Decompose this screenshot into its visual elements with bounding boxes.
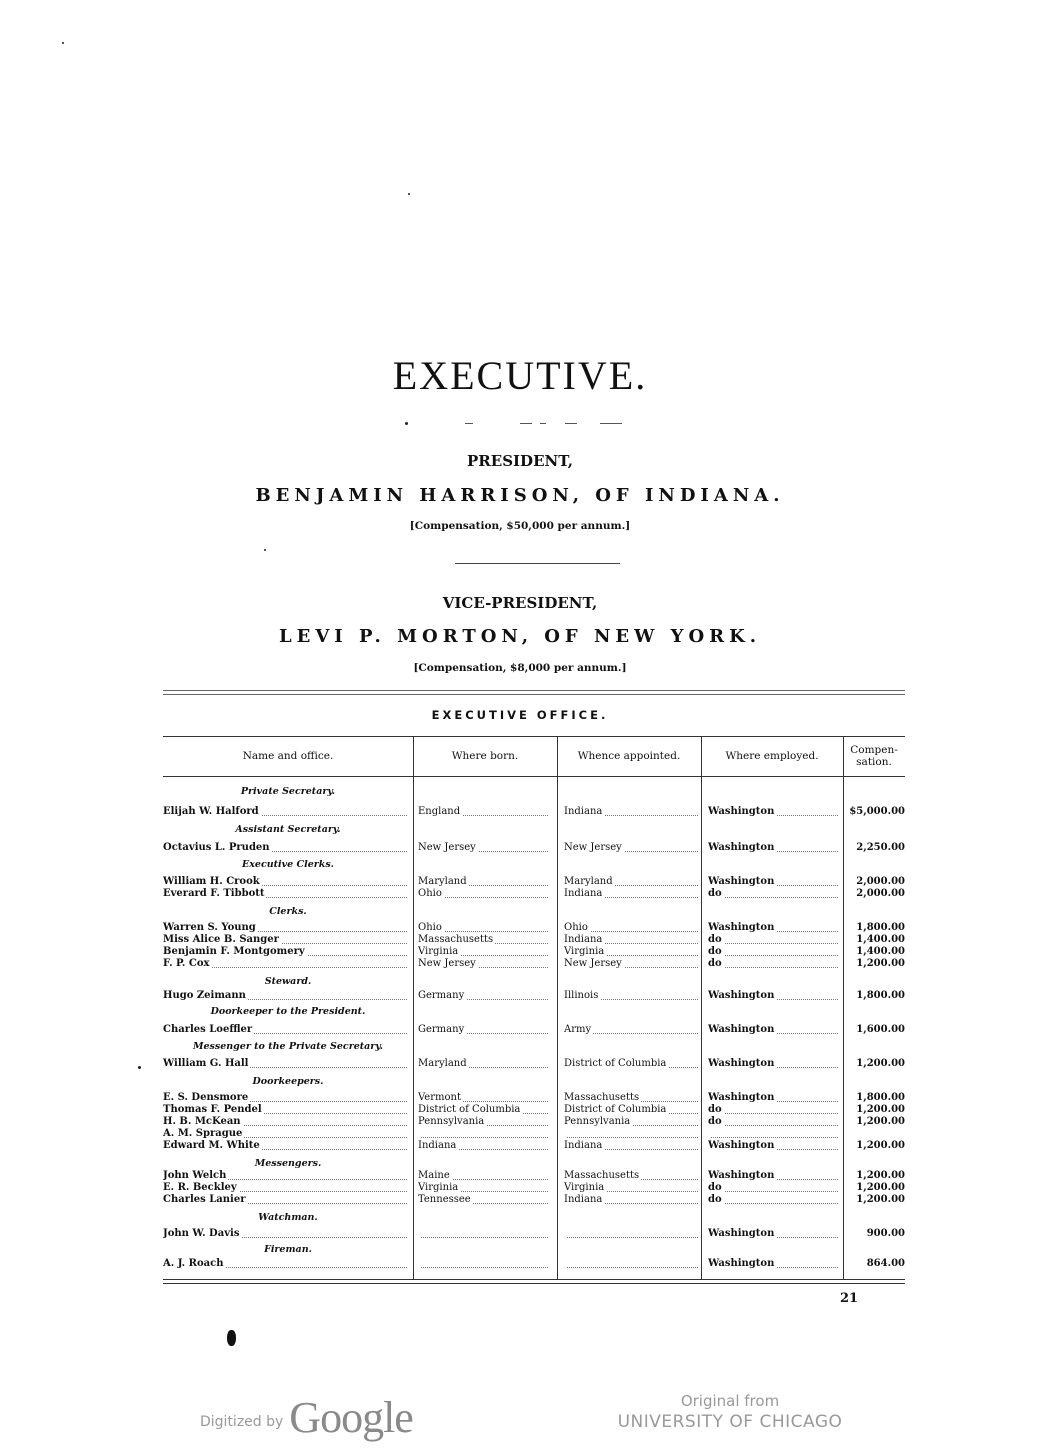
cell-whence-text: Indiana bbox=[564, 806, 603, 817]
table-bottom-rule bbox=[163, 1279, 905, 1280]
cell-whence bbox=[564, 990, 698, 1002]
cell-where-text: Washington bbox=[708, 842, 775, 853]
cell-whence-text: Maryland bbox=[564, 876, 613, 887]
cell-name bbox=[163, 1104, 407, 1116]
cell-born bbox=[418, 888, 548, 900]
table-row bbox=[163, 1116, 905, 1128]
cell-whence-text: Ohio bbox=[564, 922, 588, 933]
cell-born bbox=[418, 876, 548, 888]
cell-born-text: England bbox=[418, 806, 461, 817]
cell-name-text: Hugo Zeimann bbox=[163, 990, 246, 1001]
cell-whence bbox=[564, 1140, 698, 1152]
cell-whence-text: Indiana bbox=[564, 934, 603, 945]
cell-comp bbox=[846, 1104, 905, 1116]
cell-born-text: Massachusetts bbox=[418, 934, 494, 945]
cell-whence-text: Indiana bbox=[564, 1194, 603, 1205]
cell-name bbox=[163, 958, 407, 970]
speck-mark bbox=[62, 42, 64, 44]
cell-where-text: do bbox=[708, 1116, 722, 1127]
cell-name bbox=[163, 876, 407, 888]
cell-whence-text: Pennsylvania bbox=[564, 1116, 631, 1127]
section-heading: Messenger to the Private Secretary. bbox=[192, 1041, 384, 1052]
cell-where-text: Washington bbox=[708, 1170, 775, 1181]
cell-born-text: Germany bbox=[418, 1024, 465, 1035]
cell-comp bbox=[846, 1024, 905, 1036]
cell-name-text: Octavius L. Pruden bbox=[163, 842, 270, 853]
cell-where bbox=[708, 1128, 838, 1140]
cell-name-text: A. M. Sprague bbox=[163, 1128, 243, 1139]
cell-name bbox=[163, 1194, 407, 1206]
table-row bbox=[163, 876, 905, 888]
cell-name-text: William G. Hall bbox=[163, 1058, 249, 1069]
cell-whence bbox=[564, 1128, 698, 1140]
cell-born-text bbox=[418, 1128, 420, 1139]
cell-whence-text: Virginia bbox=[564, 1182, 605, 1193]
cell-comp-text: 1,400.00 bbox=[856, 946, 905, 957]
cell-born bbox=[418, 1092, 548, 1104]
cell-where-text: do bbox=[708, 888, 722, 899]
cell-born bbox=[418, 1258, 548, 1270]
cell-whence bbox=[564, 1228, 698, 1240]
cell-born bbox=[418, 922, 548, 934]
cell-comp-text: 1,400.00 bbox=[856, 934, 905, 945]
speck-mark bbox=[408, 193, 410, 195]
cell-born-text: Ohio bbox=[418, 888, 442, 899]
cell-born-text: Indiana bbox=[418, 1140, 457, 1151]
original-from-label: Original from bbox=[680, 1392, 780, 1410]
cell-name bbox=[163, 1258, 407, 1270]
cell-comp-text: 864.00 bbox=[866, 1258, 905, 1269]
cell-comp bbox=[846, 1116, 905, 1128]
table-row bbox=[163, 1140, 905, 1152]
cell-whence-text: New Jersey bbox=[564, 842, 622, 853]
cell-where-text: do bbox=[708, 934, 722, 945]
cell-whence-text bbox=[564, 1128, 566, 1139]
cell-name bbox=[163, 806, 407, 818]
cell-comp bbox=[846, 1228, 905, 1240]
cell-comp-text: 1,800.00 bbox=[856, 1092, 905, 1103]
cell-comp bbox=[846, 806, 905, 818]
cell-whence bbox=[564, 922, 698, 934]
cell-name bbox=[163, 1182, 407, 1194]
cell-born-text: Maine bbox=[418, 1170, 450, 1181]
cell-where-text: Washington bbox=[708, 876, 775, 887]
cell-born bbox=[418, 1194, 548, 1206]
president-name: BENJAMIN HARRISON, OF INDIANA. bbox=[255, 485, 785, 506]
cell-born-text: District of Columbia bbox=[418, 1104, 521, 1115]
section-title: EXECUTIVE OFFICE. bbox=[431, 708, 609, 722]
cell-whence bbox=[564, 934, 698, 946]
cell-where bbox=[708, 1092, 838, 1104]
table-row bbox=[163, 934, 905, 946]
section-heading: Watchman. bbox=[258, 1212, 318, 1223]
section-heading: Clerks. bbox=[269, 906, 307, 917]
cell-whence bbox=[564, 1170, 698, 1182]
cell-whence bbox=[564, 806, 698, 818]
cell-where bbox=[708, 958, 838, 970]
cell-name-text: Charles Loeffler bbox=[163, 1024, 253, 1035]
cell-where bbox=[708, 1104, 838, 1116]
cell-name bbox=[163, 934, 407, 946]
cell-born bbox=[418, 934, 548, 946]
column-header: Compen- sation. bbox=[850, 744, 898, 768]
column-header: Name and office. bbox=[242, 750, 334, 762]
table-row bbox=[163, 1058, 905, 1070]
cell-name bbox=[163, 990, 407, 1002]
section-heading: Doorkeepers. bbox=[252, 1076, 324, 1087]
cell-born bbox=[418, 990, 548, 1002]
cell-whence-text: Virginia bbox=[564, 946, 605, 957]
cell-name bbox=[163, 922, 407, 934]
cell-comp-text: 1,200.00 bbox=[856, 958, 905, 969]
cell-where-text: Washington bbox=[708, 990, 775, 1001]
column-header: Where born. bbox=[451, 750, 519, 762]
cell-born bbox=[418, 1104, 548, 1116]
table-row bbox=[163, 1170, 905, 1182]
cell-name-text: E. R. Beckley bbox=[163, 1182, 237, 1193]
section-heading: Messengers. bbox=[254, 1158, 322, 1169]
table-row bbox=[163, 1194, 905, 1206]
cell-where-text bbox=[708, 1128, 710, 1139]
cell-where bbox=[708, 1170, 838, 1182]
cell-whence bbox=[564, 876, 698, 888]
cell-born-text: Maryland bbox=[418, 1058, 467, 1069]
double-rule-bottom bbox=[163, 694, 905, 695]
cell-comp bbox=[846, 842, 905, 854]
table-row bbox=[163, 1128, 905, 1140]
cell-whence bbox=[564, 1058, 698, 1070]
cell-whence-text: Army bbox=[564, 1024, 592, 1035]
cell-born-text: Maryland bbox=[418, 876, 467, 887]
cell-whence bbox=[564, 958, 698, 970]
cell-where bbox=[708, 1228, 838, 1240]
section-heading: Doorkeeper to the President. bbox=[210, 1006, 366, 1017]
cell-whence bbox=[564, 1182, 698, 1194]
footer-rule bbox=[163, 1283, 905, 1284]
cell-name bbox=[163, 1128, 407, 1140]
table-row bbox=[163, 1258, 905, 1270]
cell-name-text: Charles Lanier bbox=[163, 1194, 246, 1205]
cell-born-text: Pennsylvania bbox=[418, 1116, 485, 1127]
cell-name-text: Miss Alice B. Sanger bbox=[163, 934, 279, 945]
vice-president-name: LEVI P. MORTON, OF NEW YORK. bbox=[278, 626, 762, 647]
cell-born bbox=[418, 1058, 548, 1070]
cell-name-text: Thomas F. Pendel bbox=[163, 1104, 262, 1115]
cell-comp-text: $5,000.00 bbox=[849, 806, 905, 817]
cell-whence-text bbox=[564, 1228, 566, 1239]
cell-where-text: Washington bbox=[708, 1092, 775, 1103]
cell-comp bbox=[846, 1058, 905, 1070]
cell-whence-text: Massachusetts bbox=[564, 1092, 640, 1103]
cell-comp-text bbox=[903, 1128, 905, 1139]
cell-born bbox=[418, 1024, 548, 1036]
cell-name bbox=[163, 1170, 407, 1182]
cell-where bbox=[708, 842, 838, 854]
cell-comp-text: 1,200.00 bbox=[856, 1058, 905, 1069]
cell-name bbox=[163, 1058, 407, 1070]
cell-name bbox=[163, 888, 407, 900]
cell-comp bbox=[846, 888, 905, 900]
table-row bbox=[163, 1228, 905, 1240]
cell-whence bbox=[564, 946, 698, 958]
cell-born-text: New Jersey bbox=[418, 958, 476, 969]
cell-where-text: do bbox=[708, 1194, 722, 1205]
cell-born bbox=[418, 1182, 548, 1194]
section-heading: Private Secretary. bbox=[240, 786, 336, 797]
cell-born-text: Virginia bbox=[418, 1182, 459, 1193]
cell-where-text: do bbox=[708, 946, 722, 957]
cell-where-text: Washington bbox=[708, 1140, 775, 1151]
table-row bbox=[163, 806, 905, 818]
cell-comp bbox=[846, 990, 905, 1002]
cell-born-text: New Jersey bbox=[418, 842, 476, 853]
cell-where-text: Washington bbox=[708, 1058, 775, 1069]
page-title: EXECUTIVE. bbox=[392, 353, 648, 398]
table-header-rule bbox=[163, 776, 905, 777]
cell-name-text: John W. Davis bbox=[163, 1228, 240, 1239]
cell-name-text: Edward M. White bbox=[163, 1140, 260, 1151]
cell-comp bbox=[846, 1258, 905, 1270]
cell-born-text: Ohio bbox=[418, 922, 442, 933]
cell-whence bbox=[564, 1258, 698, 1270]
cell-born bbox=[418, 1128, 548, 1140]
vice-president-label: VICE-PRESIDENT, bbox=[442, 594, 598, 612]
cell-comp-text: 1,600.00 bbox=[856, 1024, 905, 1035]
cell-whence-text: New Jersey bbox=[564, 958, 622, 969]
cell-where bbox=[708, 1194, 838, 1206]
cell-where bbox=[708, 1182, 838, 1194]
cell-born bbox=[418, 958, 548, 970]
cell-born bbox=[418, 1116, 548, 1128]
cell-born-text: Tennessee bbox=[418, 1194, 471, 1205]
cell-comp bbox=[846, 1170, 905, 1182]
cell-name-text: Benjamin F. Montgomery bbox=[163, 946, 305, 957]
cell-whence bbox=[564, 1024, 698, 1036]
cell-comp-text: 1,200.00 bbox=[856, 1140, 905, 1151]
cell-whence bbox=[564, 1092, 698, 1104]
cell-whence-text: District of Columbia bbox=[564, 1104, 667, 1115]
table-row bbox=[163, 888, 905, 900]
speck-mark bbox=[138, 1066, 141, 1069]
cell-whence-text bbox=[564, 1258, 566, 1269]
cell-born bbox=[418, 1140, 548, 1152]
cell-whence bbox=[564, 1116, 698, 1128]
digitized-label: Digitized by bbox=[200, 1414, 284, 1430]
section-heading: Steward. bbox=[264, 976, 312, 987]
cell-name-text: John Welch bbox=[163, 1170, 227, 1181]
president-compensation: [Compensation, $50,000 per annum.] bbox=[409, 520, 631, 532]
cell-comp-text: 2,000.00 bbox=[856, 888, 905, 899]
cell-whence bbox=[564, 1194, 698, 1206]
cell-name bbox=[163, 1140, 407, 1152]
cell-where-text: Washington bbox=[708, 1228, 775, 1239]
cell-name bbox=[163, 1024, 407, 1036]
university-label: UNIVERSITY OF CHICAGO bbox=[617, 1412, 843, 1432]
cell-name-text: William H. Crook bbox=[163, 876, 260, 887]
cell-where bbox=[708, 888, 838, 900]
column-header: Where employed. bbox=[725, 750, 819, 762]
cell-name-text: A. J. Roach bbox=[163, 1258, 224, 1269]
cell-where bbox=[708, 1058, 838, 1070]
cell-comp-text: 1,200.00 bbox=[856, 1170, 905, 1181]
cell-name bbox=[163, 842, 407, 854]
cell-comp-text: 1,200.00 bbox=[856, 1104, 905, 1115]
source-attribution bbox=[610, 1391, 850, 1433]
cell-where-text: do bbox=[708, 1104, 722, 1115]
vice-president-compensation: [Compensation, $8,000 per annum.] bbox=[413, 662, 627, 674]
cell-born bbox=[418, 806, 548, 818]
section-heading: Assistant Secretary. bbox=[235, 824, 341, 835]
cell-where bbox=[708, 922, 838, 934]
ornamental-rule bbox=[405, 420, 625, 428]
cell-whence-text: Indiana bbox=[564, 888, 603, 899]
table-row bbox=[163, 990, 905, 1002]
divider-rule bbox=[455, 563, 620, 564]
cell-born-text: Germany bbox=[418, 990, 465, 1001]
cell-name-text: Everard F. Tibbott bbox=[163, 888, 265, 899]
cell-whence-text: Illinois bbox=[564, 990, 599, 1001]
cell-name bbox=[163, 1116, 407, 1128]
cell-comp bbox=[846, 934, 905, 946]
cell-whence bbox=[564, 1104, 698, 1116]
cell-whence-text: District of Columbia bbox=[564, 1058, 667, 1069]
table-row bbox=[163, 1092, 905, 1104]
president-label: PRESIDENT, bbox=[467, 452, 573, 470]
double-rule-top bbox=[163, 690, 905, 691]
cell-comp-text: 2,250.00 bbox=[856, 842, 905, 853]
cell-name-text: Elijah W. Halford bbox=[163, 806, 259, 817]
table-row bbox=[163, 958, 905, 970]
cell-born-text bbox=[418, 1258, 420, 1269]
cell-where bbox=[708, 1140, 838, 1152]
cell-comp bbox=[846, 946, 905, 958]
ink-blot bbox=[227, 1330, 236, 1346]
cell-comp bbox=[846, 922, 905, 934]
section-heading: Fireman. bbox=[264, 1244, 312, 1255]
cell-whence bbox=[564, 888, 698, 900]
cell-comp-text: 900.00 bbox=[866, 1228, 905, 1239]
cell-born bbox=[418, 1170, 548, 1182]
cell-born bbox=[418, 946, 548, 958]
cell-where bbox=[708, 876, 838, 888]
cell-born-text bbox=[418, 1228, 420, 1239]
cell-name bbox=[163, 946, 407, 958]
cell-comp bbox=[846, 958, 905, 970]
cell-where-text: Washington bbox=[708, 806, 775, 817]
table-row bbox=[163, 842, 905, 854]
cell-born bbox=[418, 842, 548, 854]
cell-where bbox=[708, 1258, 838, 1270]
cell-whence-text: Massachusetts bbox=[564, 1170, 640, 1181]
cell-where-text: Washington bbox=[708, 1024, 775, 1035]
staff-table bbox=[163, 736, 905, 1280]
cell-whence bbox=[564, 842, 698, 854]
cell-comp bbox=[846, 1092, 905, 1104]
cell-born-text: Vermont bbox=[418, 1092, 461, 1103]
section-heading: Executive Clerks. bbox=[242, 859, 334, 870]
cell-name-text: H. B. McKean bbox=[163, 1116, 241, 1127]
cell-where-text: Washington bbox=[708, 922, 775, 933]
cell-name bbox=[163, 1092, 407, 1104]
cell-comp bbox=[846, 876, 905, 888]
cell-comp-text: 1,800.00 bbox=[856, 922, 905, 933]
cell-where bbox=[708, 946, 838, 958]
cell-where bbox=[708, 990, 838, 1002]
cell-where bbox=[708, 806, 838, 818]
table-row bbox=[163, 1024, 905, 1036]
cell-comp-text: 1,200.00 bbox=[856, 1194, 905, 1205]
cell-comp bbox=[846, 1194, 905, 1206]
cell-whence-text: Indiana bbox=[564, 1140, 603, 1151]
table-row bbox=[163, 1182, 905, 1194]
cell-where-text: Washington bbox=[708, 1258, 775, 1269]
cell-name bbox=[163, 1228, 407, 1240]
table-row bbox=[163, 922, 905, 934]
cell-comp-text: 1,200.00 bbox=[856, 1182, 905, 1193]
digitized-by-watermark bbox=[200, 1390, 413, 1440]
cell-where bbox=[708, 1024, 838, 1036]
page-number: 21 bbox=[840, 1291, 859, 1306]
column-header: Whence appointed. bbox=[577, 750, 681, 762]
cell-born bbox=[418, 1228, 548, 1240]
cell-born-text: Virginia bbox=[418, 946, 459, 957]
cell-name-text: F. P. Cox bbox=[163, 958, 210, 969]
cell-where-text: do bbox=[708, 1182, 722, 1193]
table-row bbox=[163, 1104, 905, 1116]
cell-name-text: Warren S. Young bbox=[163, 922, 256, 933]
cell-comp bbox=[846, 1182, 905, 1194]
cell-where bbox=[708, 934, 838, 946]
cell-comp-text: 1,800.00 bbox=[856, 990, 905, 1001]
cell-where bbox=[708, 1116, 838, 1128]
cell-name-text: E. S. Densmore bbox=[163, 1092, 249, 1103]
google-logo: Google bbox=[289, 1393, 413, 1442]
cell-comp bbox=[846, 1140, 905, 1152]
table-row bbox=[163, 946, 905, 958]
speck-mark bbox=[264, 549, 266, 551]
cell-comp-text: 2,000.00 bbox=[856, 876, 905, 887]
cell-comp-text: 1,200.00 bbox=[856, 1116, 905, 1127]
cell-where-text: do bbox=[708, 958, 722, 969]
cell-comp bbox=[846, 1128, 905, 1140]
